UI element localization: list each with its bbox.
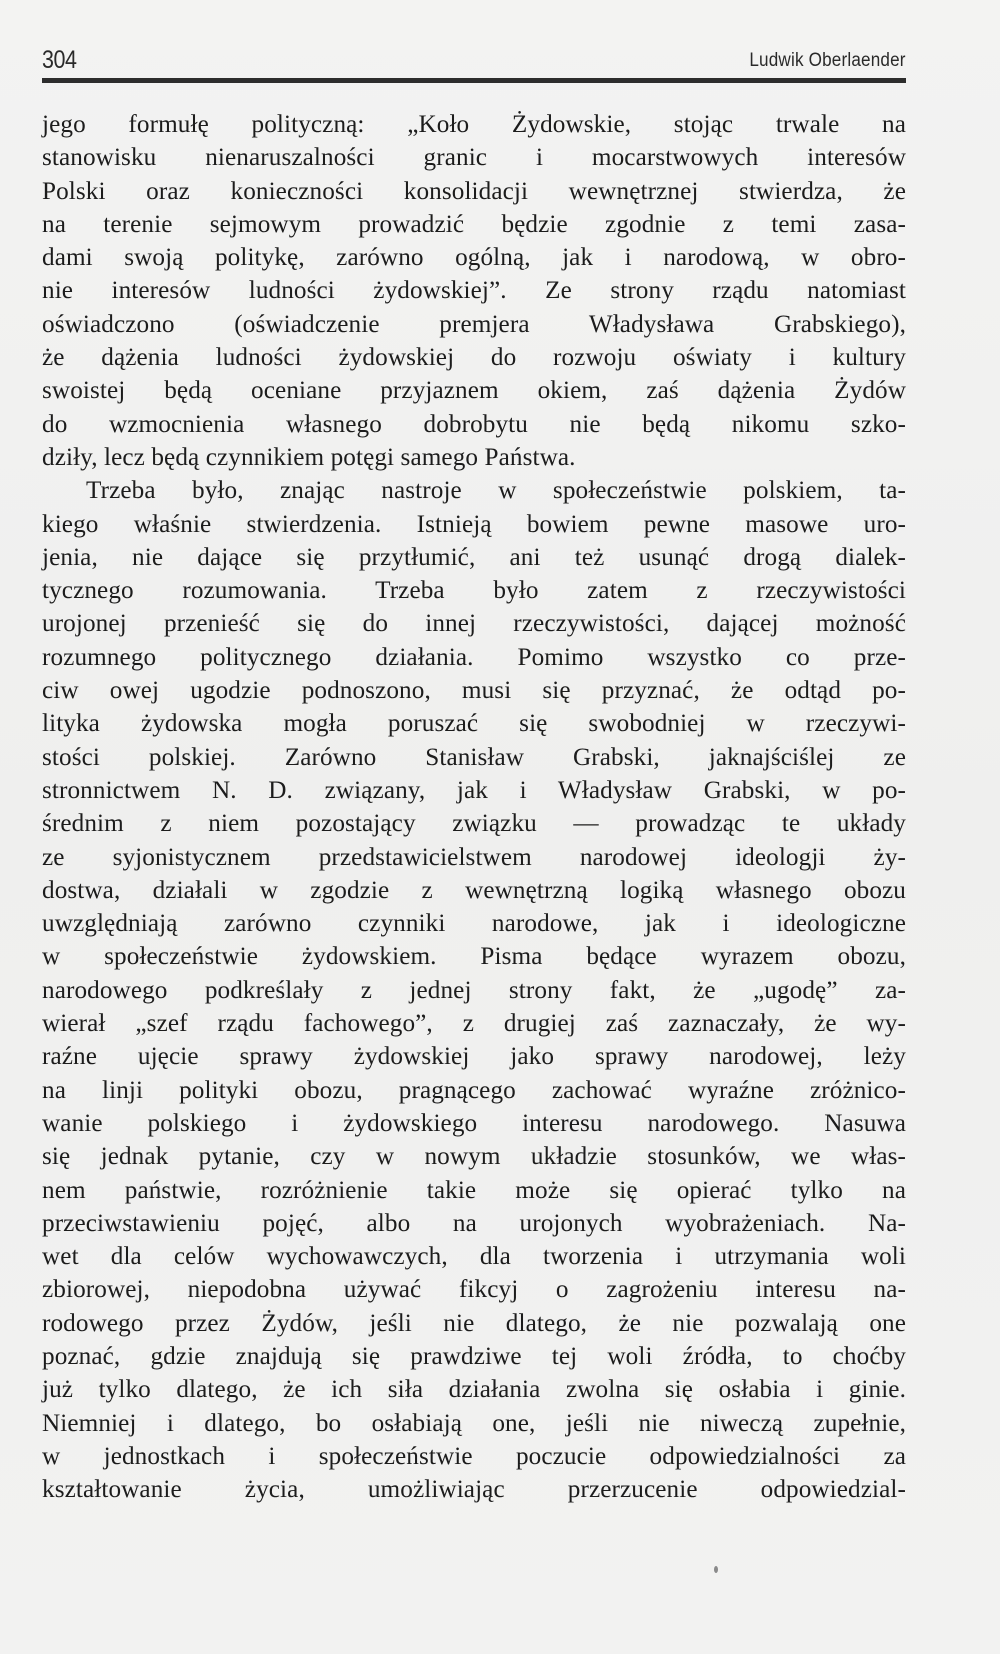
text-line: lityka żydowska mogła poruszać się swobodniej w rzeczywi-: [42, 710, 906, 738]
text-line: nie interesów ludności żydowskiej”. Ze strony rządu natomiast: [42, 277, 906, 305]
text-line: stości polskiej. Zarówno Stanisław Grabski, jaknajściślej ze: [42, 743, 906, 771]
text-line: oświadczono (oświadczenie premjera Władysława Grabskiego),: [42, 310, 906, 338]
text-line: na terenie sejmowym prowadzić będzie zgodnie z temi zasa-: [42, 210, 906, 238]
text-line: dami swoją politykę, zarówno ogólną, jak i narodową, w obro-: [42, 244, 906, 272]
text-line: tycznego rozumowania. Trzeba było zatem z rzeczywistości: [42, 577, 906, 605]
running-head-author: Ludwik Oberlaender: [749, 50, 906, 71]
text-line: do wzmocnienia własnego dobrobytu nie będą nikomu szko-: [42, 410, 906, 438]
text-line: narodowego podkreślały z jednej strony fakt, że „ugodę” za-: [42, 976, 906, 1004]
text-line: Polski oraz konieczności konsolidacji wewnętrznej stwierdza, że: [42, 177, 906, 205]
text-line: stronnictwem N. D. związany, jak i Władysław Grabski, w po-: [42, 776, 906, 804]
text-line: wanie polskiego i żydowskiego interesu narodowego. Nasuwa: [42, 1109, 906, 1137]
text-line: dostwa, działali w zgodzie z wewnętrzną logiką własnego obozu: [42, 876, 906, 904]
text-line: rozumnego politycznego działania. Pomimo wszystko co prze-: [42, 643, 906, 671]
ink-speck: [714, 1566, 718, 1573]
text-line: raźne ujęcie sprawy żydowskiej jako sprawy narodowej, leży: [42, 1043, 906, 1071]
text-line: urojonej przenieść się do innej rzeczywistości, dającej możność: [42, 610, 906, 638]
text-line: na linji polityki obozu, pragnącego zachować wyraźne zróżnico-: [42, 1076, 906, 1104]
body-text: [42, 108, 906, 1506]
page-number: 304: [42, 46, 77, 74]
text-line: w jednostkach i społeczeństwie poczucie odpowiedzialności za: [42, 1442, 906, 1470]
text-line: jego formułę polityczną: „Koło Żydowskie, stojąc trwale na: [42, 111, 906, 138]
text-line: już tylko dlatego, że ich siła działania zwolna się osłabia i ginie.: [42, 1376, 906, 1404]
text-line: swoistej będą oceniane przyjaznem okiem, zaś dążenia Żydów: [42, 377, 906, 405]
header-rule: [42, 78, 906, 83]
text-line: przeciwstawieniu pojęć, albo na urojonych wyobrażeniach. Na-: [42, 1209, 906, 1237]
text-line: zbiorowej, niepodobna używać fikcyj o zagrożeniu interesu na-: [42, 1276, 906, 1304]
text-line: Niemniej i dlatego, bo osłabiają one, jeśli nie niweczą zupełnie,: [42, 1409, 906, 1437]
text-line: wierał „szef rządu fachowego”, z drugiej zaś zaznaczały, że wy-: [42, 1010, 906, 1038]
text-line: ze syjonistycznem przedstawicielstwem narodowej ideologji ży-: [42, 843, 906, 871]
running-head: [42, 46, 906, 76]
text-line: jenia, nie dające się przytłumić, ani też usunąć drogą dialek-: [42, 543, 906, 571]
text-line: kształtowanie życia, umożliwiając przerzucenie odpowiedzial-: [42, 1476, 906, 1504]
text-line: dziły, lecz będą czynnikiem potęgi samego Państwa.: [42, 443, 576, 471]
text-line: uwzględniają zarówno czynniki narodowe, jak i ideologiczne: [42, 910, 906, 938]
text-line: stanowisku nienaruszalności granic i mocarstwowych interesów: [42, 144, 906, 172]
text-line: średnim z niem pozostający związku — prowadząc te układy: [42, 810, 906, 838]
text-line: rodowego przez Żydów, jeśli nie dlatego, że nie pozwalają one: [42, 1309, 906, 1337]
text-line: że dążenia ludności żydowskiej do rozwoju oświaty i kultury: [42, 344, 906, 372]
text-line: się jednak pytanie, czy w nowym układzie stosunków, we włas-: [42, 1143, 906, 1171]
text-line: poznać, gdzie znajdują się prawdziwe tej woli źródła, to choćby: [42, 1342, 906, 1370]
text-line: nem państwie, rozróżnienie takie może się opierać tylko na: [42, 1176, 906, 1204]
text-line: w społeczeństwie żydowskiem. Pisma będące wyrazem obozu,: [42, 943, 906, 971]
text-line: ciw owej ugodzie podnoszono, musi się przyznać, że odtąd po-: [42, 677, 906, 705]
text-line: kiego właśnie stwierdzenia. Istnieją bowiem pewne masowe uro-: [42, 510, 906, 538]
text-line-paragraph-start: Trzeba było, znając nastroje w społeczeństwie polskiem, ta-: [86, 477, 906, 505]
text-line: wet dla celów wychowawczych, dla tworzenia i utrzymania woli: [42, 1243, 906, 1271]
